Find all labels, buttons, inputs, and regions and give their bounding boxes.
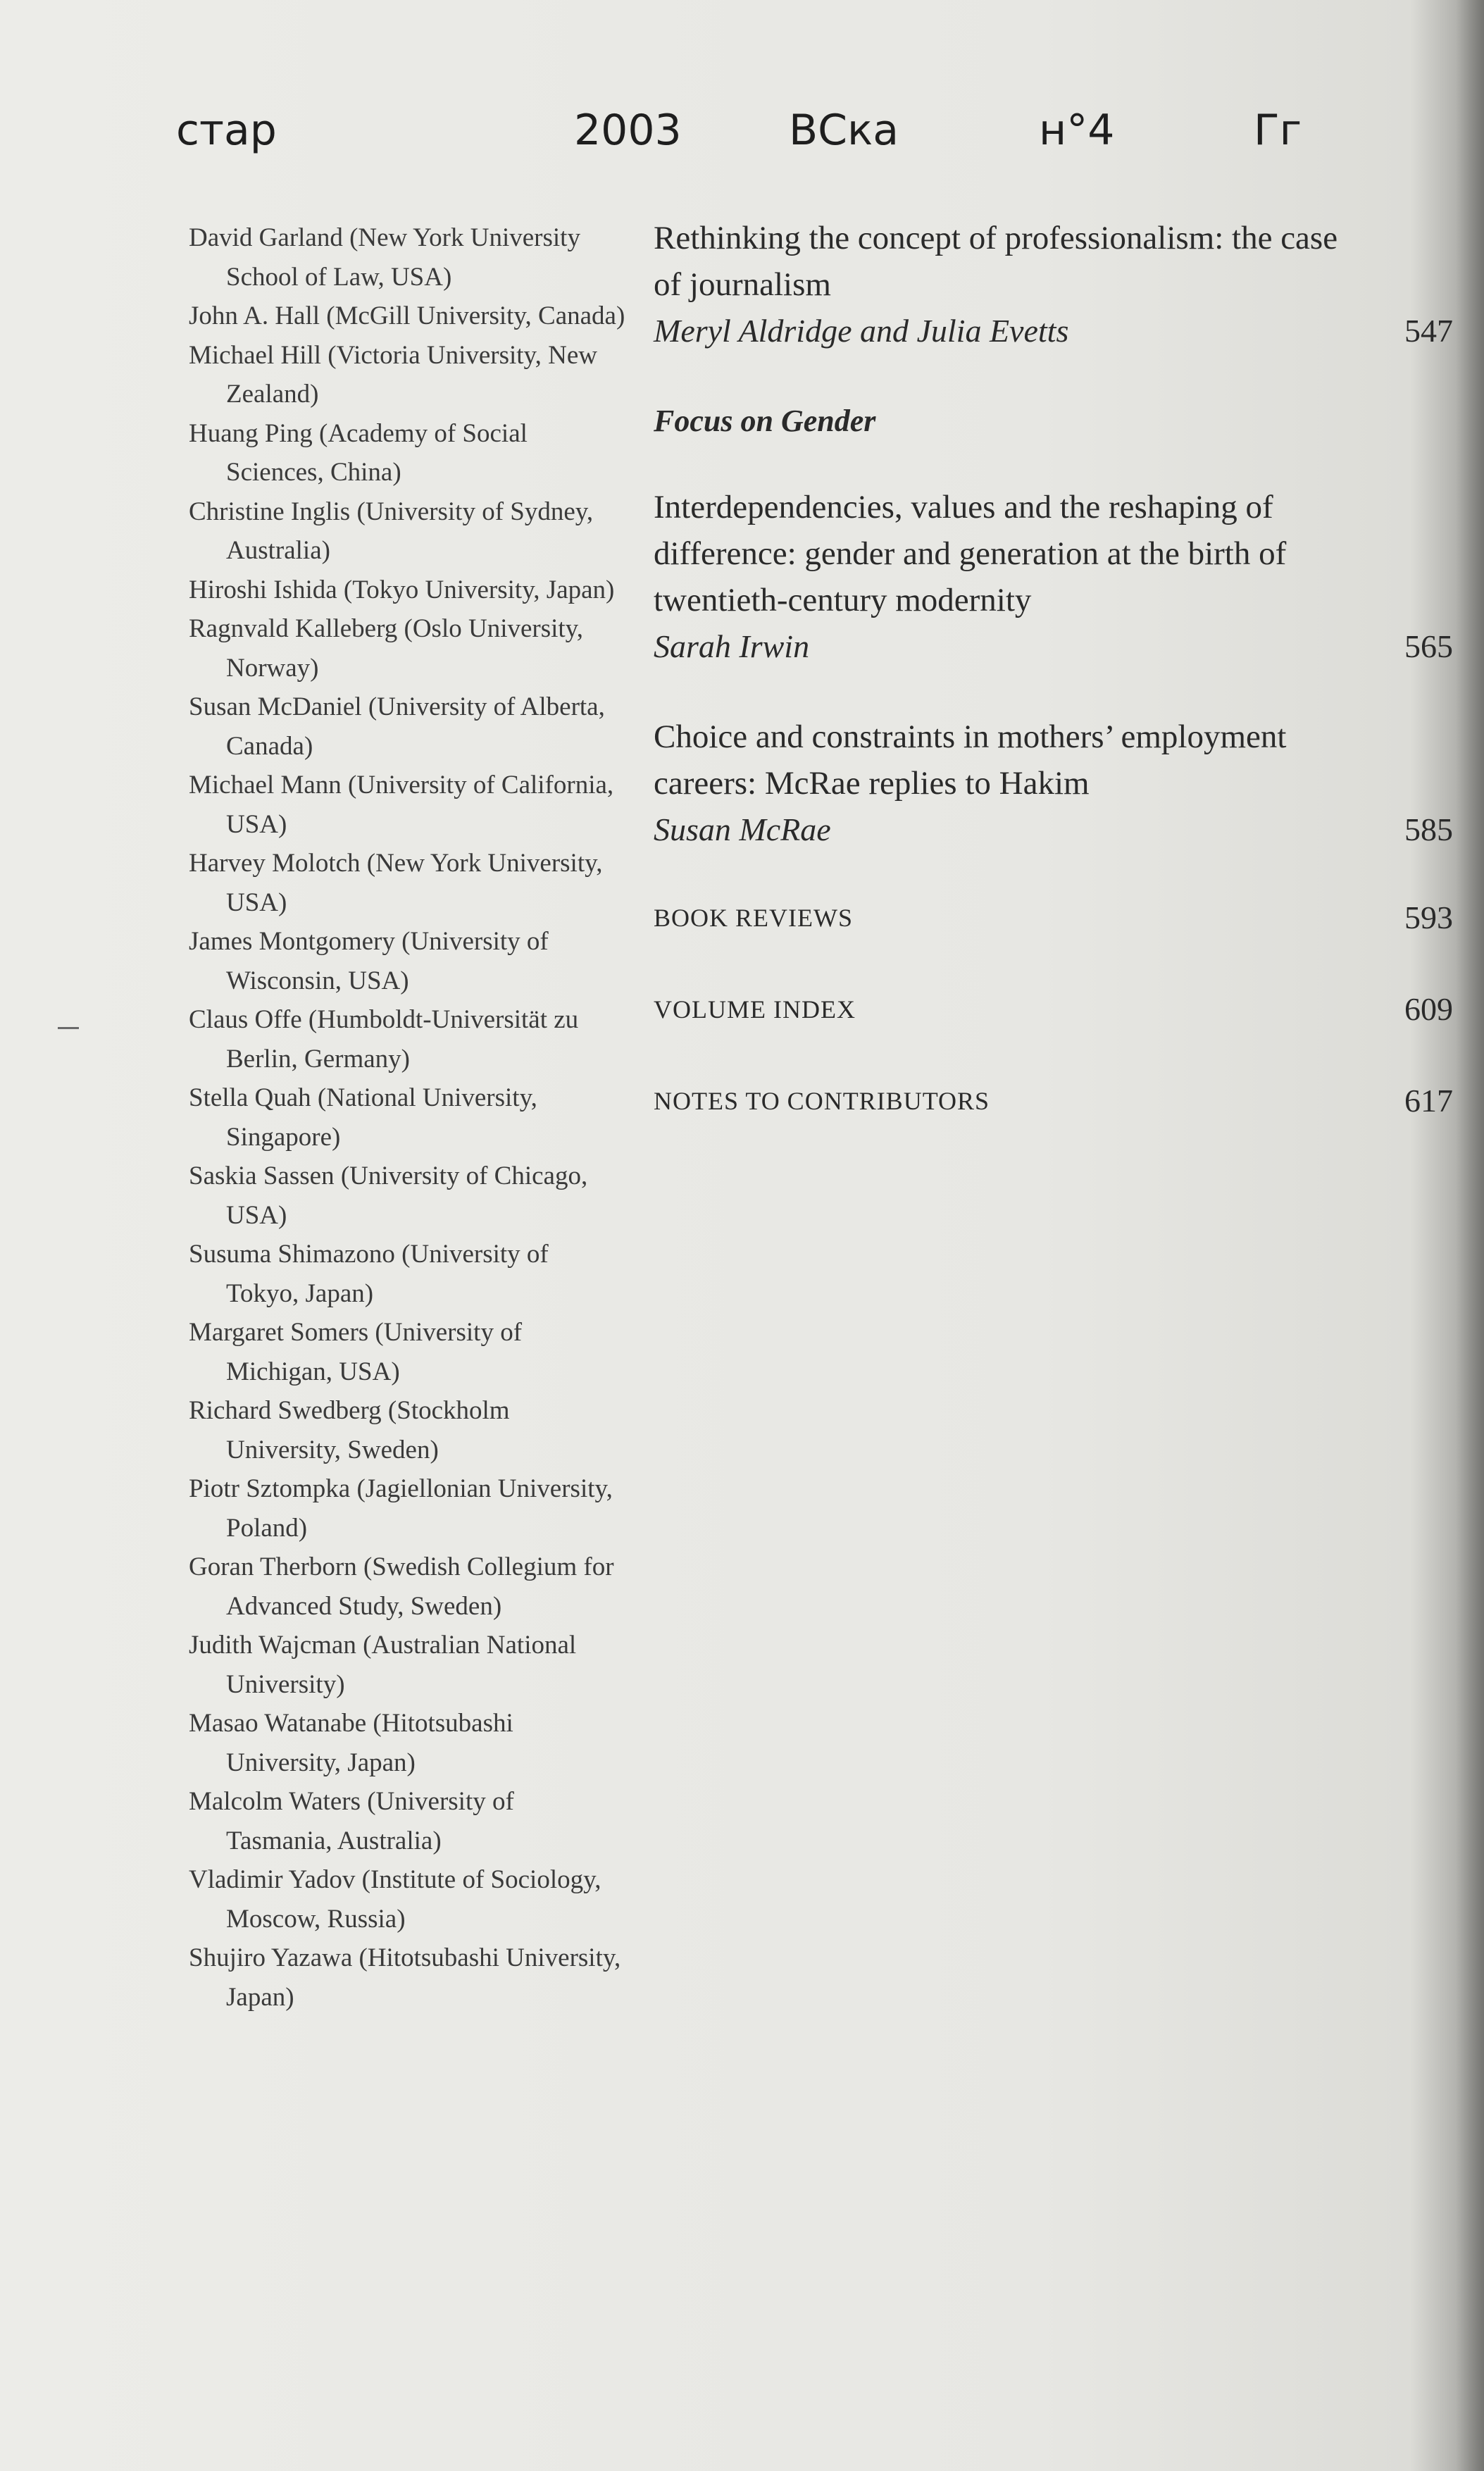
toc-article — [654, 215, 1453, 354]
toc-item-page-number: 593 — [1404, 900, 1453, 935]
toc-item-page-number: 617 — [1404, 1083, 1453, 1119]
margin-pencil-mark — [58, 1027, 79, 1029]
board-member: Michael Hill (Victoria University, New Zealand) — [189, 340, 598, 409]
article-authors: Susan McRae — [654, 811, 831, 847]
toc-article — [654, 714, 1453, 853]
toc-item-label: VOLUME INDEX — [654, 995, 856, 1023]
board-member: Piotr Sztompka (Jagiellonian University, Poland) — [189, 1474, 613, 1543]
handwritten-note-5: Гг — [1254, 106, 1302, 155]
board-member: Vladimir Yadov (Institute of Sociology, Moscow, Russia) — [189, 1865, 601, 1934]
section-heading: Focus on Gender — [654, 404, 876, 438]
article-page-number: 547 — [1404, 313, 1453, 349]
board-member: Richard Swedberg (Stockholm University, Sweden) — [189, 1396, 510, 1464]
board-member: Michael Mann (University of California, USA) — [189, 771, 614, 839]
board-member: Hiroshi Ishida (Tokyo University, Japan) — [189, 575, 615, 604]
board-member: Masao Watanabe (Hitotsubashi University, Japan) — [189, 1709, 513, 1777]
article-page-number: 585 — [1404, 811, 1453, 847]
page-edge-shadow — [1456, 0, 1484, 2471]
board-member: Goran Therborn (Swedish Collegium for Advanced Study, Sweden) — [189, 1552, 614, 1621]
toc-article — [654, 484, 1453, 670]
board-member: Malcolm Waters (University of Tasmania, Australia) — [189, 1787, 514, 1855]
toc-notes-to-contributors — [654, 1080, 1453, 1122]
board-member: Harvey Molotch (New York University, USA) — [189, 849, 603, 917]
board-member: Susuma Shimazono (University of Tokyo, Japan) — [189, 1240, 549, 1308]
board-member: Saskia Sassen (University of Chicago, USA) — [189, 1162, 588, 1230]
toc-volume-index — [654, 988, 1453, 1031]
article-page-number: 565 — [1404, 628, 1453, 664]
board-member: Margaret Somers (University of Michigan, USA) — [189, 1318, 523, 1386]
table-of-contents — [654, 215, 1453, 1171]
board-member: Susan McDaniel (University of Alberta, Canada) — [189, 692, 605, 761]
toc-item-label: NOTES TO CONTRIBUTORS — [654, 1087, 990, 1115]
board-member: David Garland (New York University School of Law, USA) — [189, 223, 580, 292]
article-title: Rethinking the concept of professionalism: the case of journalism — [654, 220, 1338, 303]
board-member: Judith Wajcman (Australian National University) — [189, 1631, 577, 1699]
article-authors: Meryl Aldridge and Julia Evetts — [654, 313, 1069, 349]
board-member: Ragnvald Kalleberg (Oslo University, Norway) — [189, 614, 584, 683]
article-authors: Sarah Irwin — [654, 628, 810, 664]
toc-item-label: BOOK REVIEWS — [654, 904, 853, 932]
handwritten-note-3: ВСка — [789, 106, 899, 155]
toc-item-page-number: 609 — [1404, 991, 1453, 1027]
toc-book-reviews — [654, 897, 1453, 939]
board-member: James Montgomery (University of Wisconsin, USA) — [189, 927, 549, 995]
handwritten-note-4: н°4 — [1039, 106, 1115, 155]
handwritten-note-2: 2003 — [574, 106, 682, 155]
board-member: Claus Offe (Humboldt-Universität zu Berlin, Germany) — [189, 1005, 579, 1073]
board-member: Stella Quah (National University, Singapore) — [189, 1083, 537, 1152]
article-title: Interdependencies, values and the reshaping of difference: gender and generation at the birth of twentieth-century modernity — [654, 489, 1287, 618]
handwritten-note-1: стар — [176, 106, 277, 155]
board-member: Shujiro Yazawa (Hitotsubashi University, Japan) — [189, 1943, 621, 2012]
editorial-board-list — [189, 218, 625, 2017]
article-title: Choice and constraints in mothers’ employment careers: McRae replies to Hakim — [654, 718, 1287, 802]
board-member: Christine Inglis (University of Sydney, Australia) — [189, 497, 594, 565]
board-member: John A. Hall (McGill University, Canada) — [189, 301, 625, 330]
handwritten-note — [176, 106, 1338, 183]
board-member: Huang Ping (Academy of Social Sciences, China) — [189, 418, 528, 487]
